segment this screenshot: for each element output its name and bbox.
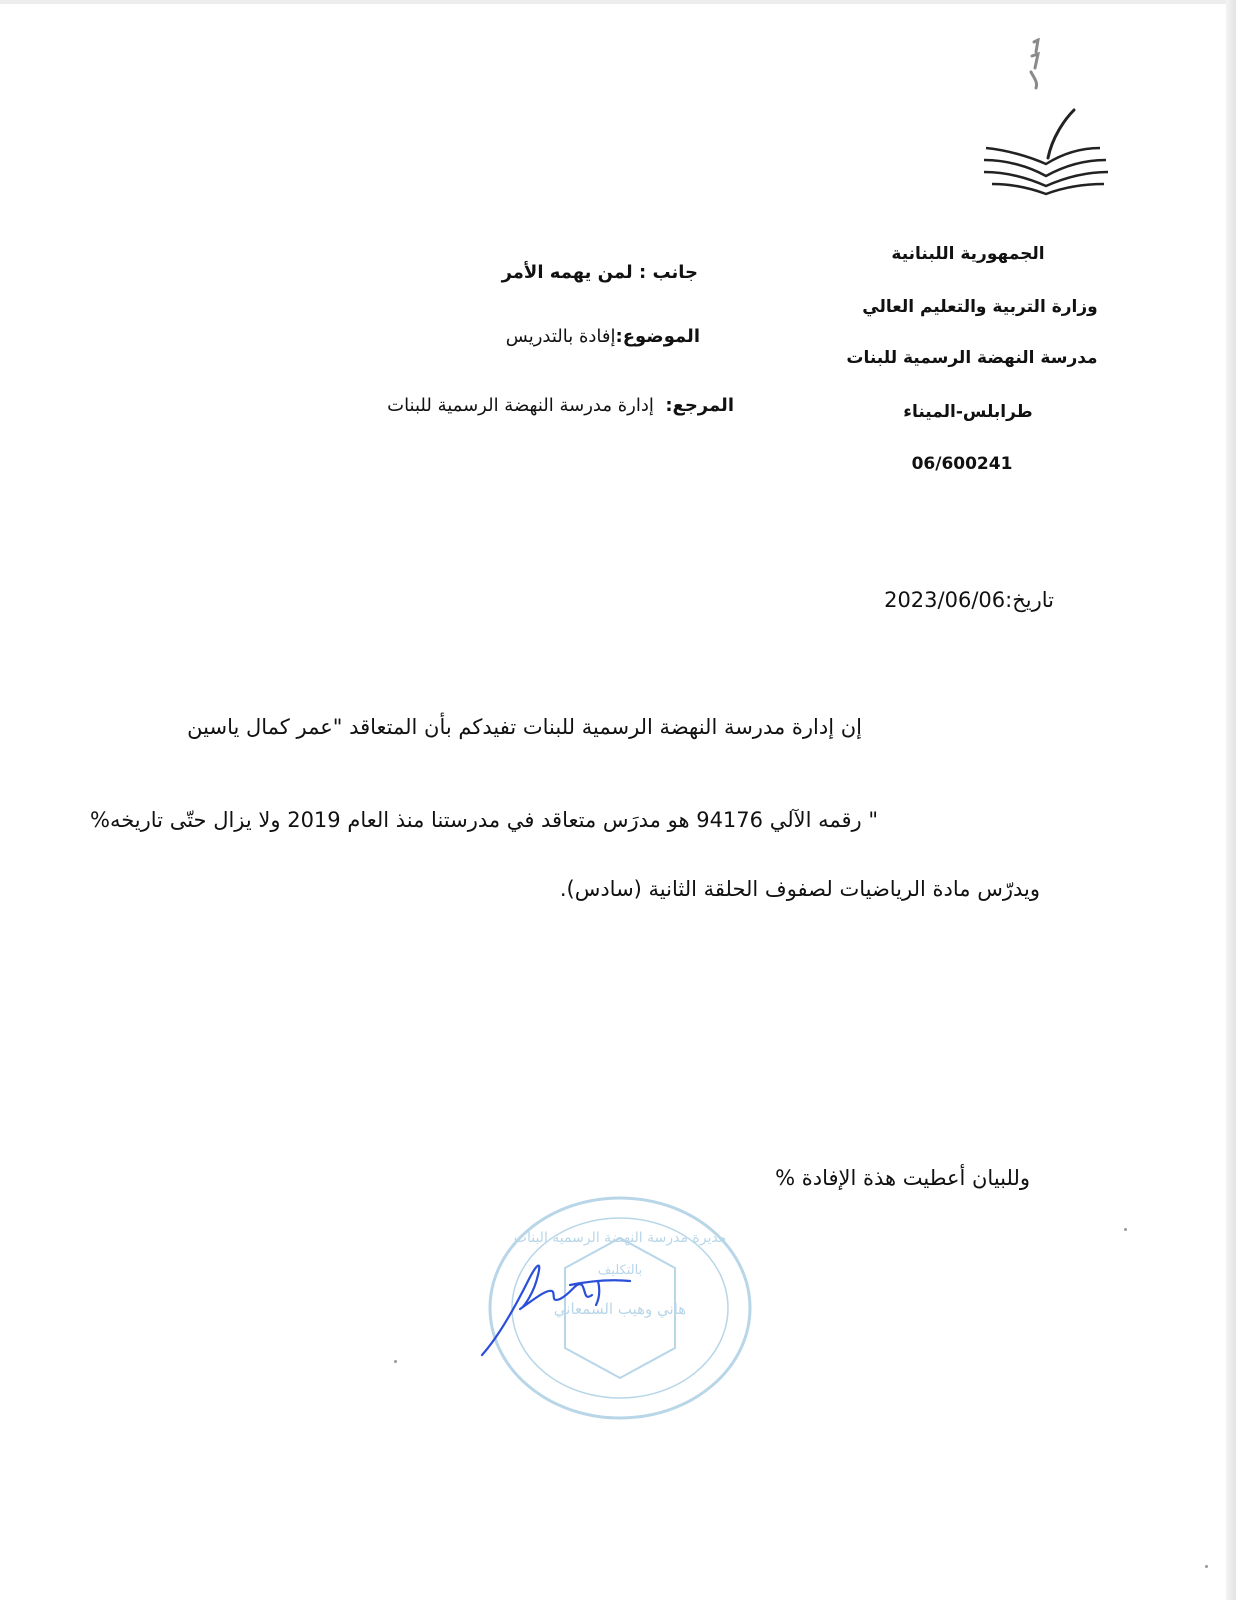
subject-value: إفادة بالتدريس	[505, 326, 616, 347]
scan-speck	[1124, 1228, 1127, 1231]
stamp-name-text: هاني وهيب السمعاني	[553, 1300, 687, 1318]
handwritten-mark	[1026, 38, 1044, 90]
body-line-3: ويدرّس مادة الرياضيات لصفوف الحلقة الثانية (سادس).	[559, 877, 1040, 901]
date-label: تاريخ:	[1005, 588, 1054, 612]
closing-line: وللبيان أعطيت هذة الإفادة %	[775, 1166, 1030, 1190]
body-line-1: إن إدارة مدرسة النهضة الرسمية للبنات تفيدكم بأن المتعاقد "عمر كمال ياسين	[187, 715, 862, 739]
reference-label: المرجع:	[665, 395, 734, 416]
subject-label: الموضوع:	[615, 326, 700, 347]
header-phone: 06/600241	[911, 454, 1013, 474]
to-label: جانب :	[638, 262, 698, 283]
date-line	[884, 588, 1054, 612]
to-line	[502, 262, 698, 283]
stamp-middle-text: بالتكليف	[597, 1263, 643, 1278]
reference-line	[387, 395, 734, 416]
ministry-book-logo	[982, 102, 1114, 198]
to-value: لمن يهمه الأمر	[501, 262, 633, 283]
subject-line	[506, 326, 700, 347]
date-value: 2023/06/06	[884, 588, 1006, 612]
scan-right-edge	[1226, 0, 1236, 1600]
scan-speck	[394, 1360, 397, 1363]
header-city: طرابلس-الميناء	[903, 402, 1033, 422]
header-republic: الجمهورية اللبنانية	[891, 244, 1045, 264]
reference-value: إدارة مدرسة النهضة الرسمية للبنات	[387, 395, 654, 416]
header-ministry: وزارة التربية والتعليم العالي	[862, 297, 1098, 317]
header-school-name: مدرسة النهضة الرسمية للبنات	[846, 348, 1098, 368]
signature	[480, 1245, 643, 1365]
stamp-top-text: مديرة مدرسة النهضة الرسمية البنات	[513, 1230, 727, 1246]
scan-top-edge	[0, 0, 1236, 4]
scan-speck	[1205, 1565, 1208, 1568]
body-line-2: " رقمه الآلي 94176 هو مدرَس متعاقد في مدرستنا منذ العام 2019 ولا يزال حتّى تاريخه%	[90, 808, 878, 832]
